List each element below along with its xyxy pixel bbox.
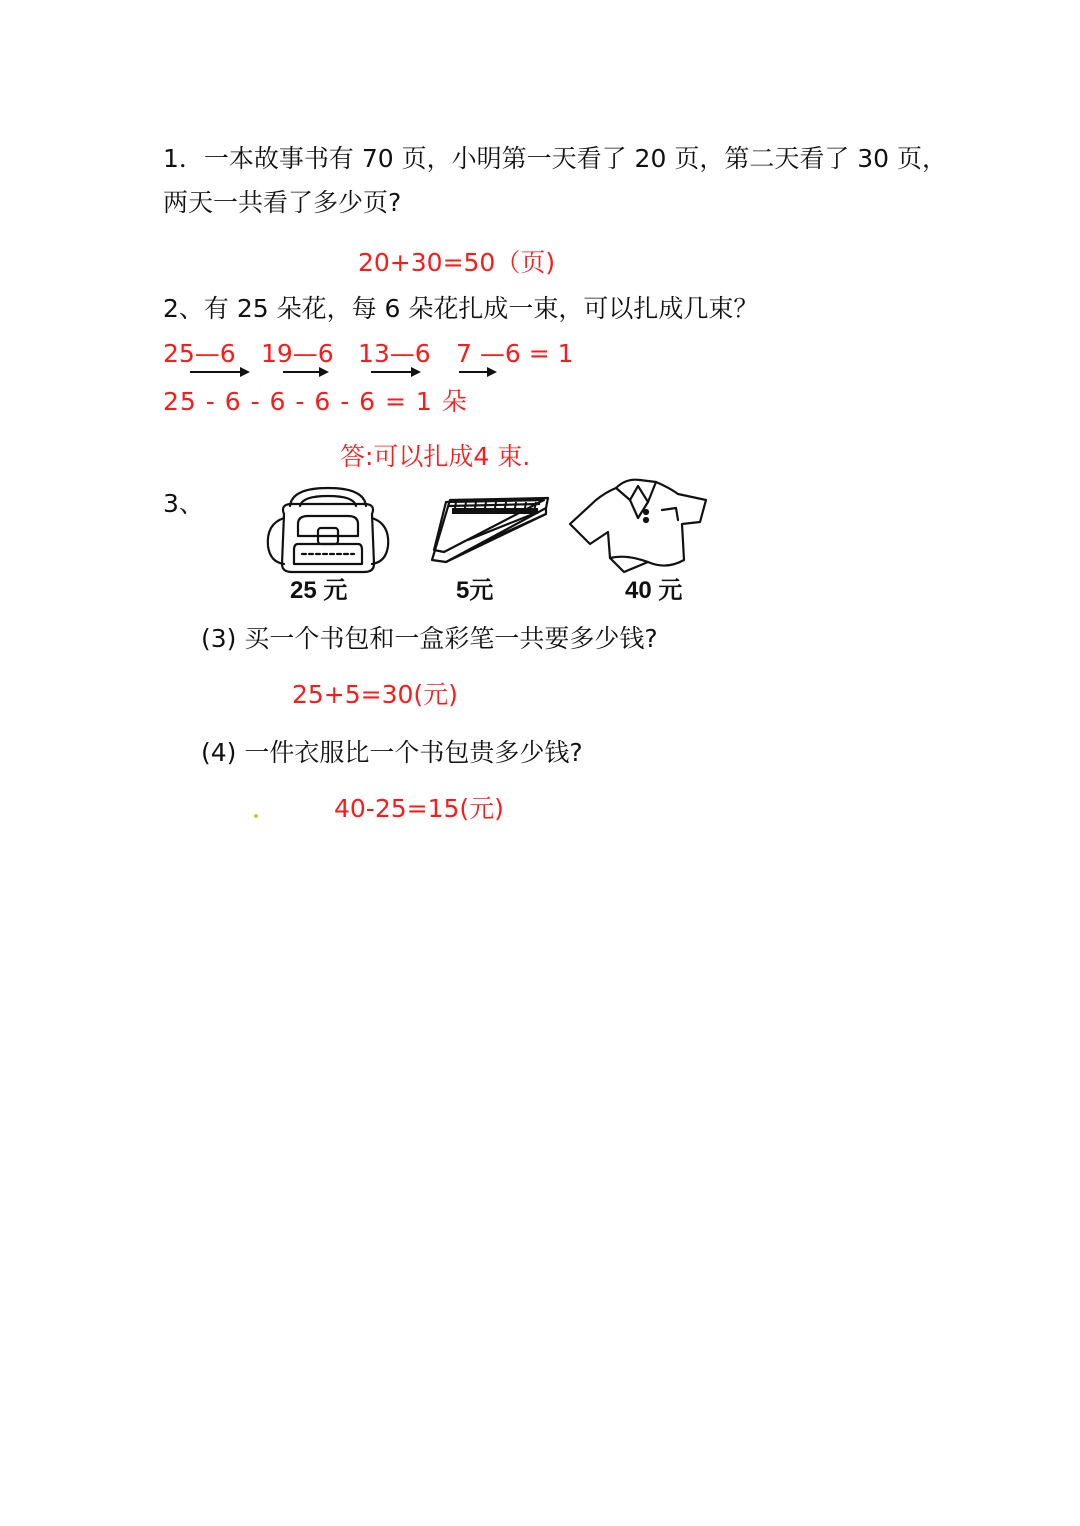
backpack-icon (262, 484, 394, 574)
question-1-line-2: 两天一共看了多少页? (163, 188, 402, 217)
crayon-box-price: 5元 (456, 577, 494, 604)
question-2-expression: 25 - 6 - 6 - 6 - 6 = 1 朵 (163, 387, 468, 416)
right-arrow-icon (190, 365, 250, 379)
stray-mark (254, 814, 258, 818)
question-3-number: 3、 (163, 489, 204, 518)
crayon-box-icon (428, 492, 554, 566)
question-3-part-3-answer: 25+5=30(元) (292, 680, 458, 709)
subtraction-step: 25—6 (163, 339, 236, 368)
shirt-icon (566, 474, 712, 576)
right-arrow-icon (459, 365, 497, 379)
subtraction-step: 13—6 (358, 339, 431, 368)
shirt-price: 40 元 (625, 577, 683, 604)
question-3-part-4-text: (4) 一件衣服比一个书包贵多少钱? (201, 738, 583, 767)
right-arrow-icon (371, 365, 421, 379)
question-2-answer: 答:可以扎成4 束. (340, 442, 531, 471)
subtraction-step: 7 —6 = 1 (456, 339, 574, 368)
question-1-line-1: 1．一本故事书有 70 页，小明第一天看了 20 页，第二天看了 30 页， (163, 144, 948, 173)
question-2-text: 2、有 25 朵花，每 6 朵花扎成一束，可以扎成几束？ (163, 294, 759, 323)
right-arrow-icon (283, 365, 329, 379)
subtraction-step: 19—6 (261, 339, 334, 368)
backpack-price: 25 元 (290, 577, 348, 604)
question-3-part-3-text: (3) 买一个书包和一盒彩笔一共要多少钱? (201, 624, 658, 653)
question-1-answer: 20+30=50（页) (358, 248, 556, 277)
question-3-part-4-answer: 40-25=15(元) (334, 794, 504, 823)
